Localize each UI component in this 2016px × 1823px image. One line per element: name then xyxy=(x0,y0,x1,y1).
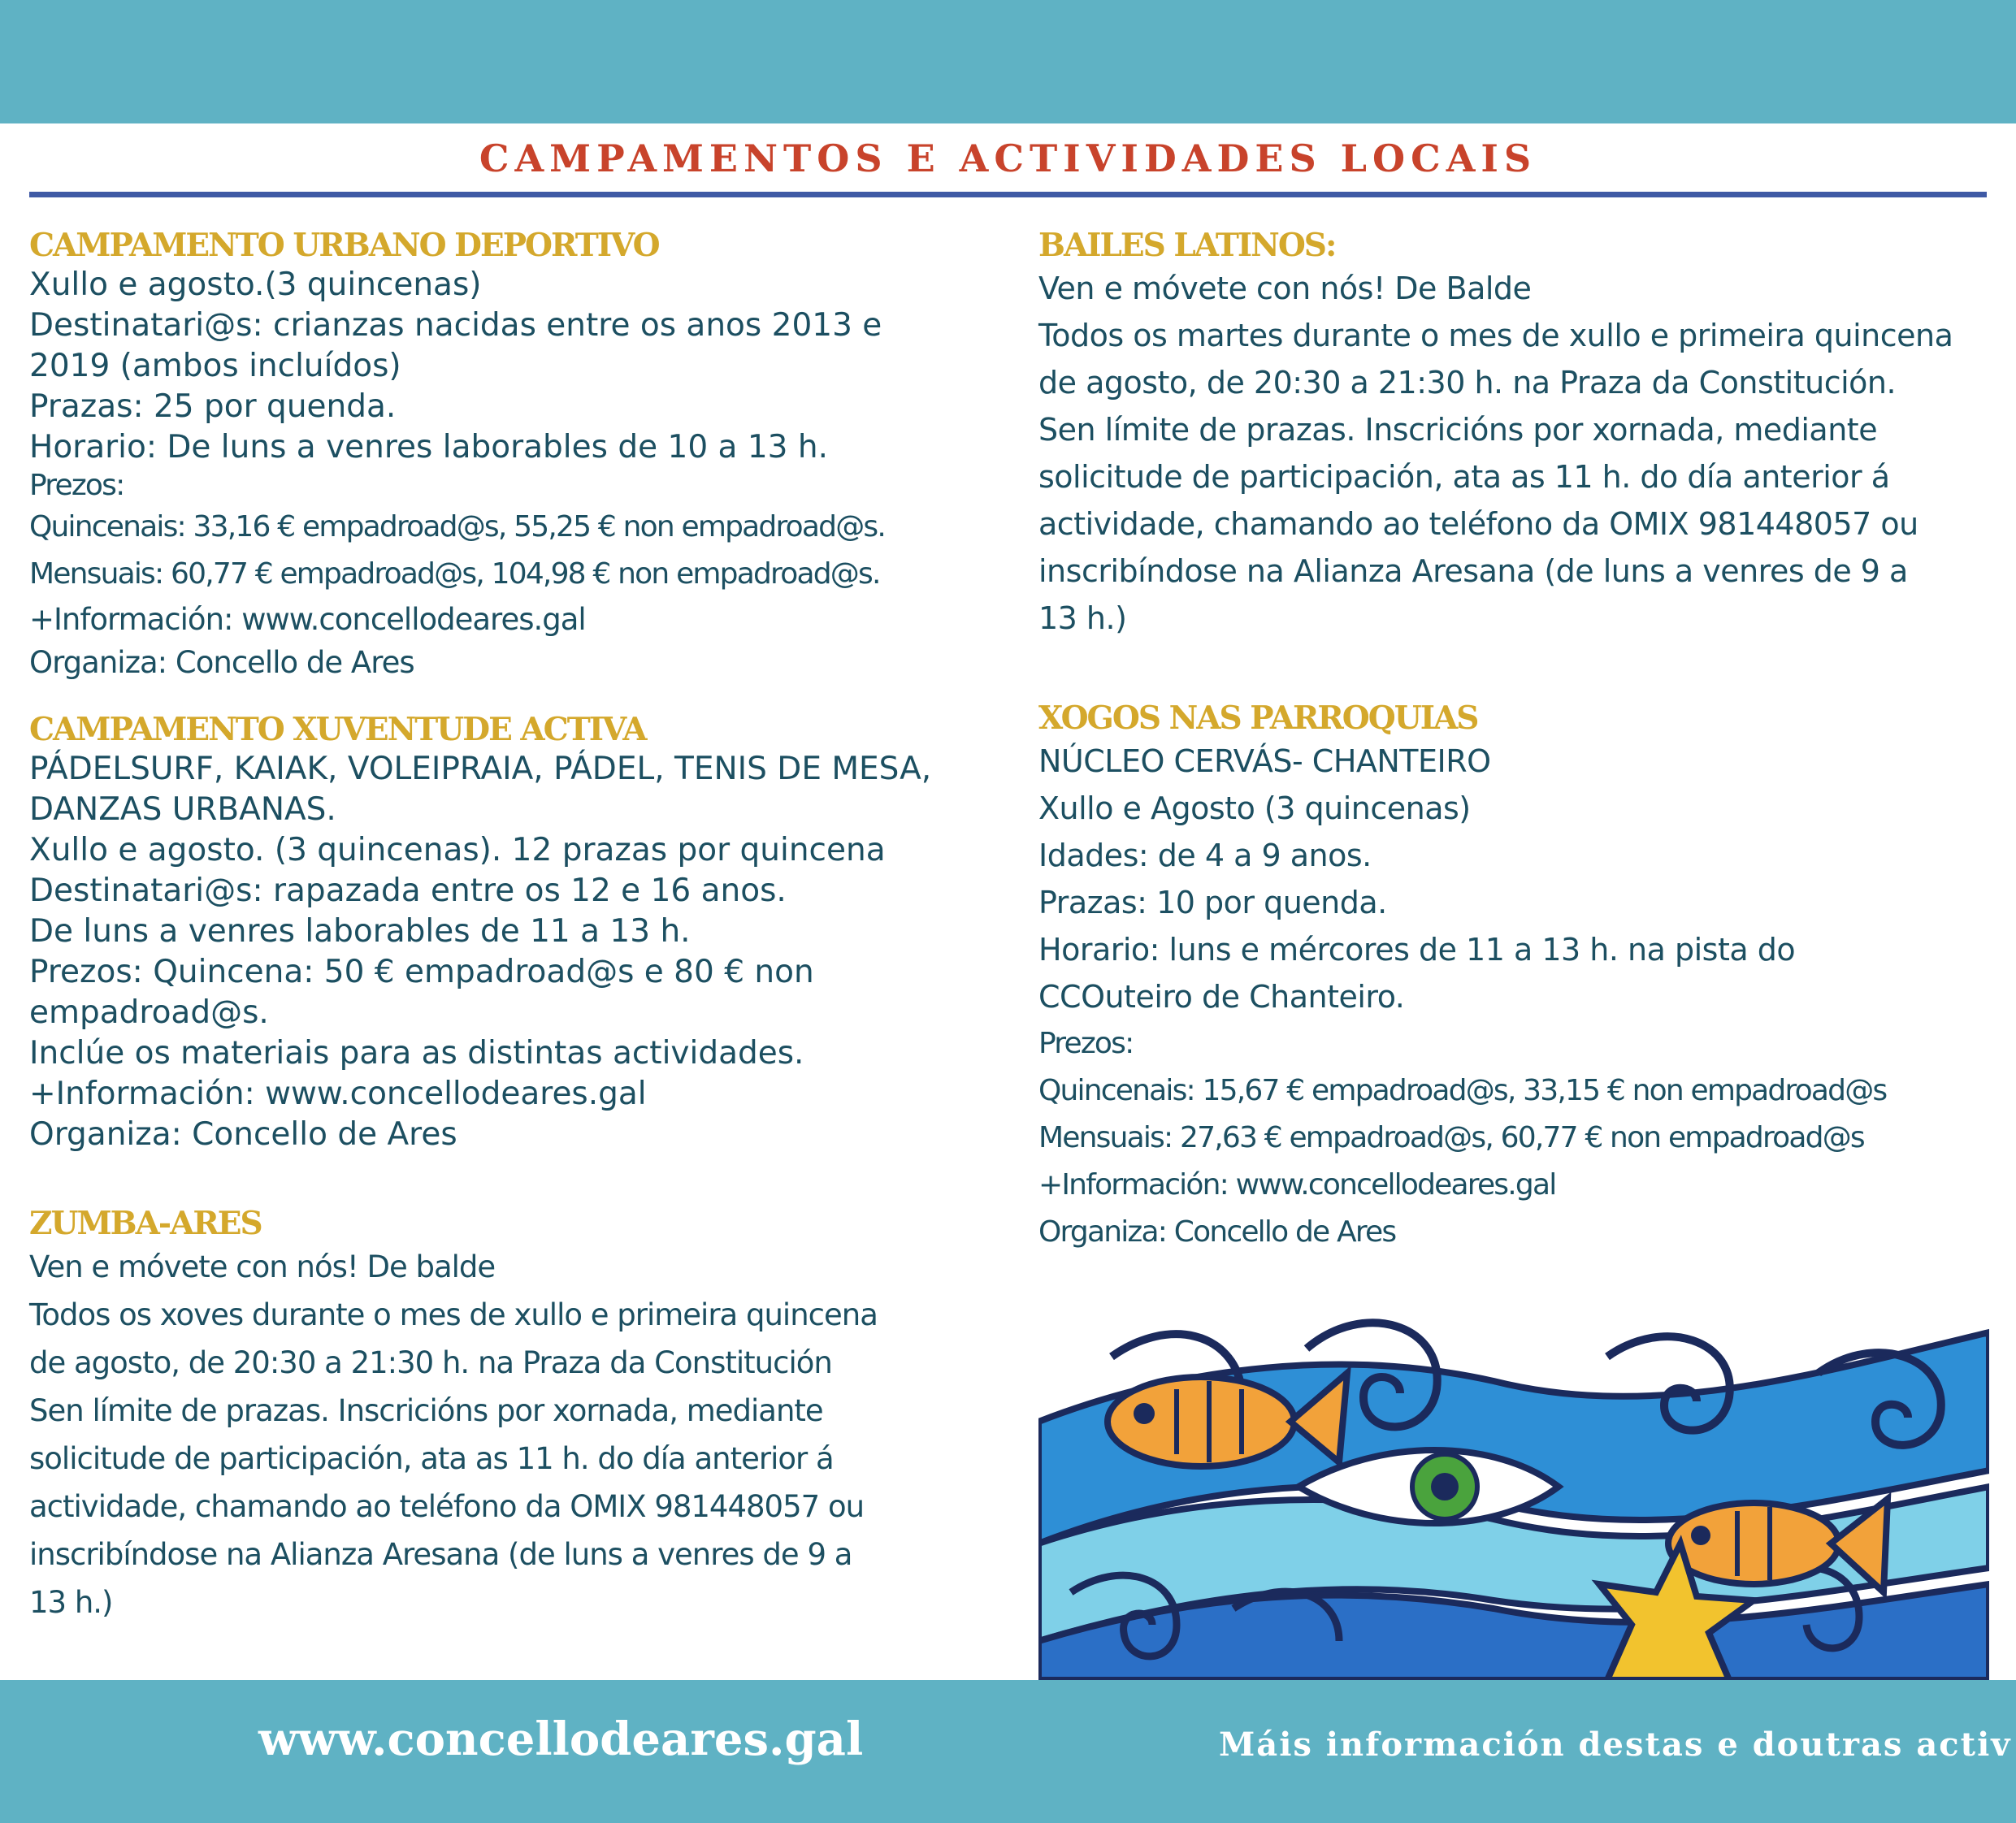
text-line: solicitude de participación, ata as 11 h. do día anterior á xyxy=(29,1441,834,1476)
text-line: de agosto, de 20:30 a 21:30 h. na Praza da Constitución xyxy=(29,1345,832,1380)
footer-info-text: Máis información destas e doutras activ xyxy=(1219,1726,2012,1764)
footer-band xyxy=(0,1680,2016,1823)
waves-icon xyxy=(1038,1300,1989,1680)
text-line: inscribíndose na Alianza Aresana (de luns a venres de 9 a xyxy=(29,1537,852,1572)
text-line: Sen límite de prazas. Inscricións por xornada, mediante xyxy=(1038,412,1878,448)
text-line: Ven e móvete con nós! De balde xyxy=(29,1249,496,1284)
text-line: actividade, chamando ao teléfono da OMIX 981448057 ou xyxy=(1038,506,1918,542)
text-line: +Información: www.concellodeares.gal xyxy=(29,1076,647,1112)
text-line: Prazas: 10 por quenda. xyxy=(1038,885,1387,920)
text-line: Ven e móvete con nós! De Balde xyxy=(1038,271,1532,306)
text-line: Quincenais: 15,67 € empadroad@s, 33,15 € non empadroad@s xyxy=(1038,1074,1887,1107)
text-line: Horario: De luns a venres laborables de 10 a 13 h. xyxy=(29,429,828,465)
text-line: Xullo e agosto.(3 quincenas) xyxy=(29,266,482,303)
text-line: +Información: www.concellodeares.gal xyxy=(29,602,586,637)
text-line: inscribíndose na Alianza Aresana (de luns a venres de 9 a xyxy=(1038,553,1908,589)
text-line: NÚCLEO CERVÁS- CHANTEIRO xyxy=(1038,743,1491,779)
text-line: solicitude de participación, ata as 11 h. do día anterior á xyxy=(1038,459,1890,495)
section-xogos-parroquias xyxy=(1038,699,2001,1256)
section-bailes-latinos xyxy=(1038,226,2001,642)
text-line: Organiza: Concello de Ares xyxy=(29,645,414,680)
text-line: Prazas: 25 por quenda. xyxy=(29,388,397,425)
text-line: Mensuais: 27,63 € empadroad@s, 60,77 € non empadroad@s xyxy=(1038,1121,1864,1154)
text-line: Inclúe os materiais para as distintas actividades. xyxy=(29,1035,804,1072)
text-line: De luns a venres laborables de 11 a 13 h. xyxy=(29,913,691,950)
text-line: Destinatari@s: crianzas nacidas entre os anos 2013 e xyxy=(29,307,882,344)
text-line: PÁDELSURF, KAIAK, VOLEIPRAIA, PÁDEL, TENIS DE MESA, xyxy=(29,751,932,787)
section-heading: XOGOS NAS PARROQUIAS xyxy=(1038,699,1478,737)
footer-website-link[interactable]: www.concellodeares.gal xyxy=(258,1713,864,1766)
text-line: 13 h.) xyxy=(1038,600,1127,636)
text-line: Prezos: xyxy=(29,469,124,502)
text-line: Sen límite de prazas. Inscricións por xornada, mediante xyxy=(29,1393,823,1428)
text-line: 13 h.) xyxy=(29,1585,113,1620)
text-line: DANZAS URBANAS. xyxy=(29,791,336,828)
text-line: Xullo e Agosto (3 quincenas) xyxy=(1038,790,1471,826)
text-line: Prezos: xyxy=(1038,1027,1134,1060)
text-line: Horario: luns e mércores de 11 a 13 h. na pista do xyxy=(1038,932,1796,968)
text-line: 2019 (ambos incluídos) xyxy=(29,348,401,384)
top-band xyxy=(0,0,2016,123)
text-line: Xullo e agosto. (3 quincenas). 12 prazas por quincena xyxy=(29,832,886,868)
text-line: Idades: de 4 a 9 anos. xyxy=(1038,838,1372,873)
section-campamento-xuventude xyxy=(29,710,992,1155)
section-heading: CAMPAMENTO URBANO DEPORTIVO xyxy=(29,227,659,264)
text-line: Todos os xoves durante o mes de xullo e primeira quincena xyxy=(29,1297,878,1332)
text-line: Destinatari@s: rapazada entre os 12 e 16 anos. xyxy=(29,873,787,909)
text-line: +Información: www.concellodeares.gal xyxy=(1038,1168,1556,1202)
text-line: Todos os martes durante o mes de xullo e primeira quincena xyxy=(1038,318,1953,353)
text-line: Quincenais: 33,16 € empadroad@s, 55,25 € non empadroad@s. xyxy=(29,510,886,543)
section-heading: BAILES LATINOS: xyxy=(1038,227,1336,264)
text-line: actividade, chamando ao teléfono da OMIX 981448057 ou xyxy=(29,1489,865,1524)
title-divider xyxy=(29,192,1987,197)
text-line: empadroad@s. xyxy=(29,994,269,1031)
section-heading: ZUMBA-ARES xyxy=(29,1205,262,1242)
text-line: Organiza: Concello de Ares xyxy=(29,1116,457,1153)
section-campamento-urbano xyxy=(29,226,992,684)
text-line: CCOuteiro de Chanteiro. xyxy=(1038,979,1405,1015)
text-line: de agosto, de 20:30 a 21:30 h. na Praza da Constitución. xyxy=(1038,365,1897,401)
page-title: CAMPAMENTOS E ACTIVIDADES LOCAIS xyxy=(479,136,1537,180)
section-heading: CAMPAMENTO XUVENTUDE ACTIVA xyxy=(29,711,646,748)
text-line: Prezos: Quincena: 50 € empadroad@s e 80 € non xyxy=(29,954,814,990)
section-zumba xyxy=(29,1204,992,1626)
text-line: Mensuais: 60,77 € empadroad@s, 104,98 € non empadroad@s. xyxy=(29,557,880,591)
text-line: Organiza: Concello de Ares xyxy=(1038,1215,1396,1249)
waves-fish-illustration xyxy=(1038,1300,1989,1680)
